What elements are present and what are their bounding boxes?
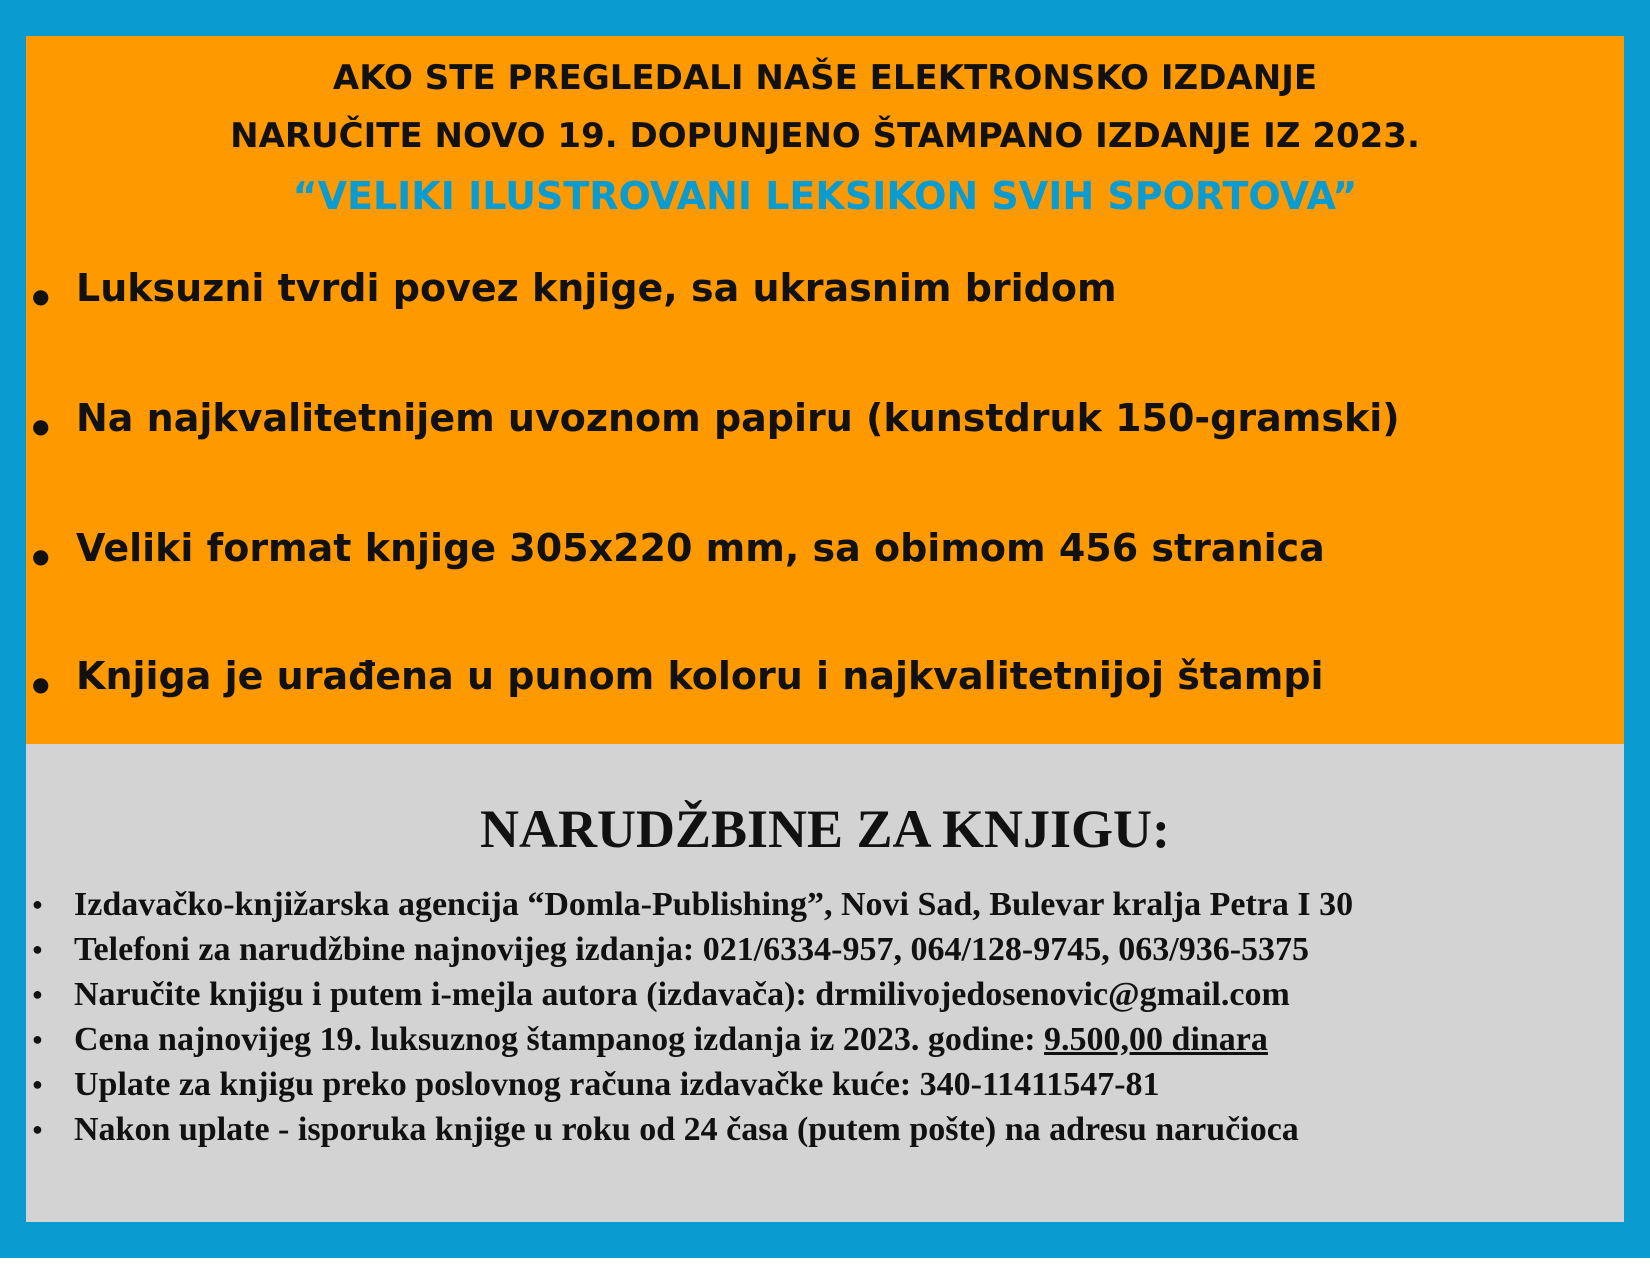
order-phones: Telefoni za narudžbine najnovijeg izdanja: 021/6334-957, 064/128-9745, 063/936-5375 xyxy=(74,931,1310,968)
bullet-icon: ● xyxy=(32,1119,43,1139)
feature-item xyxy=(26,526,1624,586)
feature-text: Luksuzni tvrdi povez knjige, sa ukrasnim bridom xyxy=(76,266,1117,310)
order-info-item xyxy=(26,1066,1624,1106)
price-label: Cena najnovijeg 19. luksuznog štampanog izdanja iz 2023. godine: xyxy=(74,1021,1045,1058)
order-info-item xyxy=(26,1021,1624,1061)
orders-title: NARUDŽBINE ZA KNJIGU: xyxy=(479,799,1171,859)
bullet-icon: ● xyxy=(32,284,50,308)
publisher-address: Izdavačko-knjižarska agencija “Domla-Publishing”, Novi Sad, Bulevar kralja Petra I 30 xyxy=(74,886,1354,923)
order-info-item xyxy=(26,886,1624,926)
delivery-info: Nakon uplate - isporuka knjige u roku od 24 časa (putem pošte) na adresu naručioca xyxy=(74,1111,1299,1148)
bullet-icon: ● xyxy=(32,414,50,438)
feature-item xyxy=(26,654,1624,714)
feature-item xyxy=(26,266,1624,326)
bullet-icon: ● xyxy=(32,894,43,914)
feature-text: Na najkvalitetnijem uvoznom papiru (kunstdruk 150-gramski) xyxy=(76,396,1400,440)
bullet-icon: ● xyxy=(32,1074,43,1094)
promo-headline-2: NARUČITE NOVO 19. DOPUNJENO ŠTAMPANO IZDANJE IZ 2023. xyxy=(230,116,1420,156)
feature-text: Veliki format knjige 305x220 mm, sa obimom 456 stranica xyxy=(76,526,1325,570)
order-info-item xyxy=(26,976,1624,1016)
bullet-icon: ● xyxy=(32,544,50,568)
bullet-icon: ● xyxy=(32,939,43,959)
order-info-item xyxy=(26,931,1624,971)
bank-account: Uplate za knjigu preko poslovnog računa izdavačke kuće: 340-11411547-81 xyxy=(74,1066,1160,1103)
book-title: “VELIKI ILUSTROVANI LEKSIKON SVIH SPORTOVA” xyxy=(292,174,1358,218)
bullet-icon: ● xyxy=(32,1029,43,1049)
promo-panel xyxy=(26,36,1624,744)
order-info-item xyxy=(26,1111,1624,1151)
promo-headline-1: AKO STE PREGLEDALI NAŠE ELEKTRONSKO IZDANJE xyxy=(332,58,1318,98)
order-email: Naručite knjigu i putem i-mejla autora (izdavača): drmilivojedosenovic@gmail.com xyxy=(74,976,1290,1013)
bullet-icon: ● xyxy=(32,984,43,1004)
feature-text: Knjiga je urađena u punom koloru i najkvalitetnijoj štampi xyxy=(76,654,1324,698)
bullet-icon: ● xyxy=(32,672,50,696)
price-value: 9.500,00 dinara xyxy=(1044,1021,1268,1058)
feature-item xyxy=(26,396,1624,456)
price-line xyxy=(74,1021,1268,1059)
orders-panel xyxy=(26,744,1624,1222)
